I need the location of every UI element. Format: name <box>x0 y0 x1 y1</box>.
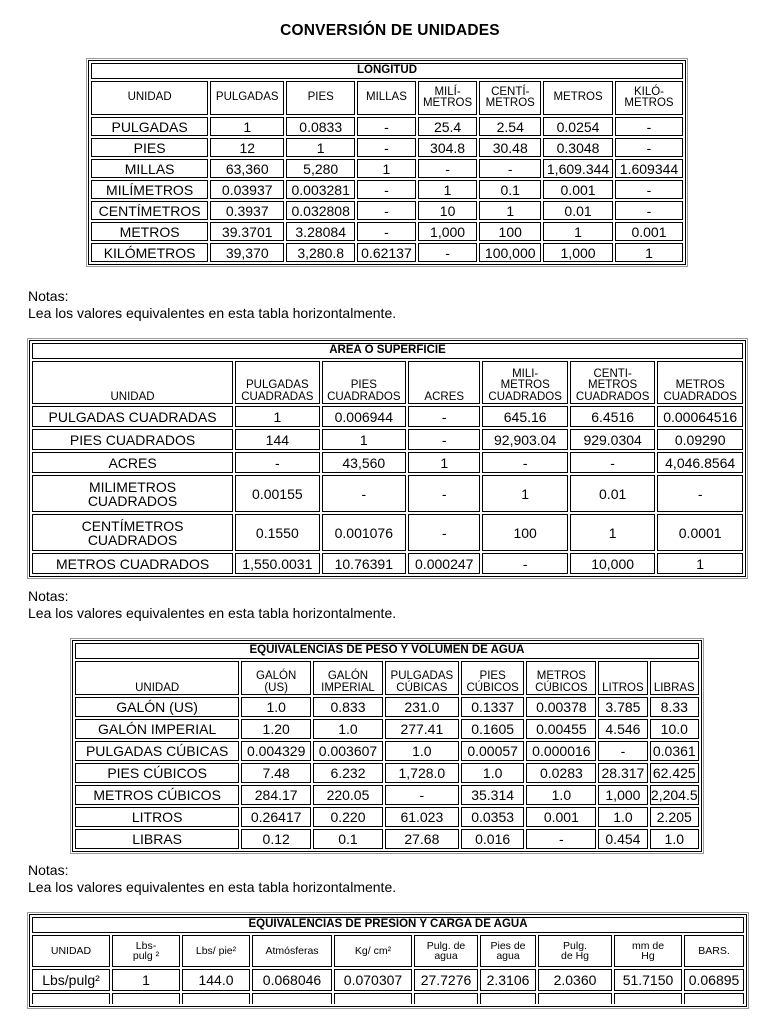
table-cell: 0.0283 <box>526 763 596 783</box>
table-cell: 1,728.0 <box>385 763 459 783</box>
table-cell: - <box>357 180 416 199</box>
column-header: UNIDAD <box>75 661 239 695</box>
table-cell: 1 <box>357 159 416 178</box>
table-row <box>32 475 743 512</box>
table-cell: 1 <box>570 514 655 551</box>
row-label: METROS <box>91 222 208 241</box>
table-cell: 3.28084 <box>286 222 355 241</box>
notes-label: Notas: <box>28 588 69 604</box>
table-cell: 10 <box>418 201 478 220</box>
table-cell: 100 <box>482 514 567 551</box>
table-cell: 1 <box>543 222 613 241</box>
table-cell: 1 <box>418 180 478 199</box>
table-cell: 1 <box>657 553 743 574</box>
column-header: BARS. <box>684 935 744 967</box>
table-cell: - <box>357 222 416 241</box>
column-header: MILLAS <box>357 81 416 115</box>
row-label: PIES CUADRADOS <box>32 429 233 450</box>
page-title: CONVERSIÓN DE UNIDADES <box>280 22 500 39</box>
table-cell: 0.000016 <box>526 741 596 761</box>
table-cell: 10.0 <box>650 719 699 739</box>
table-cell: 39.3701 <box>210 222 284 241</box>
table-cell: 30.48 <box>479 138 541 157</box>
table-cell: 62.425 <box>650 763 699 783</box>
table-row <box>75 807 699 827</box>
column-header: CENTÍ- METROS <box>479 81 541 115</box>
column-header: Lbs- pulg ² <box>112 935 180 967</box>
table-cell: 25.4 <box>418 117 478 136</box>
table-cell: 2.54 <box>479 117 541 136</box>
table-row <box>32 452 743 473</box>
table-cell: 1.0 <box>526 785 596 805</box>
table-row <box>75 829 699 849</box>
table-cell: 1,000 <box>418 222 478 241</box>
table-cell: - <box>408 514 480 551</box>
table-cell: 10,000 <box>570 553 655 574</box>
table-cell: 929.0304 <box>570 429 655 450</box>
table-cell: - <box>615 117 683 136</box>
table-row <box>75 763 699 783</box>
table-cell: 2.3106 <box>480 969 536 991</box>
table-cell: 0.0353 <box>461 807 525 827</box>
notes-1 <box>28 288 396 322</box>
table-row <box>91 159 683 178</box>
table-cell: 6.232 <box>313 763 383 783</box>
table-cell: 0.06895 <box>684 969 744 991</box>
table-cell: 1 <box>286 138 355 157</box>
table-cell: - <box>408 406 480 427</box>
table-cell: 1 <box>210 117 284 136</box>
table-cell: 1.0 <box>461 763 525 783</box>
table-cell: 0.001 <box>615 222 683 241</box>
table-cell: 63,360 <box>210 159 284 178</box>
table-cell: 35.314 <box>461 785 525 805</box>
table-cell: - <box>408 475 480 512</box>
table-cell: 0.016 <box>461 829 525 849</box>
table-cell: - <box>615 201 683 220</box>
row-label: PULGADAS <box>91 117 208 136</box>
length-table <box>88 60 686 265</box>
table-cell: 39,370 <box>210 243 284 262</box>
notes-2 <box>28 588 396 622</box>
table-cell: - <box>615 138 683 157</box>
column-header: METROS CÚBICOS <box>526 661 596 695</box>
table-cell: 277.41 <box>385 719 459 739</box>
column-header: mm de Hg <box>614 935 682 967</box>
table-cell: - <box>322 475 406 512</box>
table-cell: 0.0001 <box>657 514 743 551</box>
table-cell: 10.76391 <box>322 553 406 574</box>
column-header: Pulg. de agua <box>414 935 478 967</box>
table-cell: 4.546 <box>598 719 647 739</box>
table-cell: 1 <box>112 969 180 991</box>
table-title: LONGITUD <box>91 63 683 79</box>
notes-label: Notas: <box>28 862 69 878</box>
table-cell: 12 <box>210 138 284 157</box>
table-title: ÁREA O SUPERFICIE <box>32 343 743 359</box>
table-cell: - <box>482 452 567 473</box>
notes-text: Lea los valores equivalentes en esta tabla horizontalmente. <box>28 605 397 621</box>
table-cell: 1.0 <box>313 719 383 739</box>
table-row <box>75 741 699 761</box>
table-row <box>91 138 683 157</box>
table-cell: 1.0 <box>241 697 311 717</box>
notes-text: Lea los valores equivalentes en esta tabla horizontalmente. <box>28 879 397 895</box>
column-header: PIES CÚBICOS <box>461 661 525 695</box>
column-header: PIES <box>286 81 355 115</box>
table-cell: 0.09290 <box>657 429 743 450</box>
column-header: KILÓ- METROS <box>615 81 683 115</box>
row-label: KILÓMETROS <box>91 243 208 262</box>
table-row <box>32 553 743 574</box>
table-cell: 28.317 <box>598 763 647 783</box>
header-row <box>91 81 683 115</box>
table-cell: - <box>357 201 416 220</box>
table-cell: 4,046.8564 <box>657 452 743 473</box>
notes-text: Lea los valores equivalentes en esta tabla horizontalmente. <box>28 305 397 321</box>
table-cell: 61.023 <box>385 807 459 827</box>
table-cell: 0.1 <box>313 829 383 849</box>
table-title: EQUIVALENCIAS DE PRESIÓN Y CARGA DE AGUA <box>32 917 744 933</box>
column-header: Kg/ cm² <box>334 935 412 967</box>
table-cell: - <box>526 829 596 849</box>
row-label: Lbs/pulg² <box>32 969 110 991</box>
table-cell: 0.00057 <box>461 741 525 761</box>
table-cell: 1,000 <box>543 243 613 262</box>
table-cell: 0.3937 <box>210 201 284 220</box>
table-row <box>75 719 699 739</box>
table-cell: 0.03937 <box>210 180 284 199</box>
table-cell: - <box>357 117 416 136</box>
area-table <box>29 340 746 577</box>
table-cell: 0.01 <box>543 201 613 220</box>
table-cell: 1.0 <box>598 807 647 827</box>
row-label: PIES CÚBICOS <box>75 763 239 783</box>
table-cell: 27.68 <box>385 829 459 849</box>
table-cell: 0.26417 <box>241 807 311 827</box>
row-label: CENTÍMETROS <box>91 201 208 220</box>
row-label: PULGADAS CUADRADAS <box>32 406 233 427</box>
pressure-table <box>29 914 747 1007</box>
column-header: PULGADAS <box>210 81 284 115</box>
table-cell: 2,204.5 <box>650 787 698 803</box>
column-header: ACRES <box>408 361 480 404</box>
table-cell: 0.00455 <box>526 719 596 739</box>
table-cell: 0.006944 <box>322 406 406 427</box>
notes-label: Notas: <box>28 288 69 304</box>
table-cell: 1 <box>615 243 683 262</box>
column-header: MILI- METROS CUADRADOS <box>482 361 567 404</box>
weight-volume-table <box>72 640 702 852</box>
column-header: METROS CUADRADOS <box>657 361 743 404</box>
table-row <box>91 201 683 220</box>
table-cell: 7.48 <box>241 763 311 783</box>
table-cell: 0.070307 <box>334 969 412 991</box>
table-cell: 0.001 <box>526 807 596 827</box>
table-cell: 1 <box>322 429 406 450</box>
table-cell: 0.454 <box>598 829 647 849</box>
row-label: METROS CUADRADOS <box>32 553 233 574</box>
column-header: METROS <box>543 81 613 115</box>
column-header: PIES CUADRADOS <box>322 361 406 404</box>
table-cell: 220.05 <box>313 785 383 805</box>
table-cell: 1 <box>408 452 480 473</box>
table-cell: 1.20 <box>241 719 311 739</box>
table-cell: 144 <box>235 429 319 450</box>
table-cell: 3,280.8 <box>286 243 355 262</box>
column-header: UNIDAD <box>91 81 208 115</box>
table-cell: 0.003607 <box>313 741 383 761</box>
table-cell: 0.1337 <box>461 697 525 717</box>
table-cell: 0.00064516 <box>657 406 743 427</box>
table-cell: - <box>385 785 459 805</box>
table-cell: 8.33 <box>650 697 699 717</box>
table-cell: 2.0360 <box>538 969 612 991</box>
table-cell: - <box>357 138 416 157</box>
table-cell: 0.001076 <box>322 514 406 551</box>
header-row <box>32 935 744 967</box>
table-row <box>91 243 683 262</box>
column-header: GALÓN (US) <box>241 661 311 695</box>
row-label: PIES <box>91 138 208 157</box>
row-label: MILIMETROS CUADRADOS <box>32 475 233 512</box>
table-cell: - <box>657 475 743 512</box>
table-cell: 284.17 <box>241 785 311 805</box>
table-cell: 1.609344 <box>615 159 683 178</box>
row-label: CENTÍMETROS CUADRADOS <box>32 514 233 551</box>
table-cell: 0.3048 <box>543 138 613 157</box>
table-cell: - <box>570 452 655 473</box>
row-label: LITROS <box>75 807 239 827</box>
table-row <box>32 406 743 427</box>
table-cell: 0.032808 <box>286 201 355 220</box>
table-row <box>32 969 744 991</box>
header-row <box>32 361 743 404</box>
row-label: LIBRAS <box>75 829 239 849</box>
header-row <box>75 661 699 695</box>
table-row <box>91 180 683 199</box>
table-cell: 3.785 <box>598 697 647 717</box>
row-label: METROS CÚBICOS <box>75 785 239 805</box>
row-label: ACRES <box>32 452 233 473</box>
table-cell: 27.7276 <box>414 969 478 991</box>
table-title: EQUIVALENCIAS DE PESO Y VOLUMEN DE AGUA <box>75 643 699 659</box>
row-label: MILÍMETROS <box>91 180 208 199</box>
table-cell: - <box>598 741 647 761</box>
table-cell: - <box>408 429 480 450</box>
table-cell: 0.00378 <box>526 697 596 717</box>
table-cell: 0.1 <box>479 180 541 199</box>
table-cell: 0.00155 <box>235 475 319 512</box>
table-cell: 100 <box>479 222 541 241</box>
column-header: CENTI- METROS CUADRADOS <box>570 361 655 404</box>
table-cell: 2.205 <box>650 807 699 827</box>
table-cell: 144.0 <box>182 969 250 991</box>
table-cell: 92,903.04 <box>482 429 567 450</box>
table-cell: 0.220 <box>313 807 383 827</box>
column-header: MILÍ- METROS <box>418 81 478 115</box>
row-label: GALÓN (US) <box>75 697 239 717</box>
table-row-partial <box>32 993 744 1004</box>
table-cell: 0.001 <box>543 180 613 199</box>
table-cell: 0.1605 <box>461 719 525 739</box>
table-cell: 51.7150 <box>614 969 682 991</box>
table-cell: 0.068046 <box>252 969 332 991</box>
table-cell: 1 <box>479 201 541 220</box>
table-cell: 0.01 <box>570 475 655 512</box>
table-cell: 1.0 <box>650 829 699 849</box>
table-cell: 6.4516 <box>570 406 655 427</box>
table-cell: - <box>482 553 567 574</box>
table-cell: 0.0254 <box>543 117 613 136</box>
column-header: GALÓN IMPERIAL <box>313 661 383 695</box>
table-cell: - <box>418 159 478 178</box>
table-cell: 1 <box>482 475 567 512</box>
row-label: MILLAS <box>91 159 208 178</box>
table-cell: - <box>479 159 541 178</box>
column-header: LIBRAS <box>650 661 699 695</box>
table-row <box>75 785 699 805</box>
table-cell: 0.000247 <box>408 553 480 574</box>
table-cell: 1 <box>235 406 319 427</box>
column-header: UNIDAD <box>32 935 110 967</box>
column-header: Pulg. de Hg <box>538 935 612 967</box>
table-cell: - <box>418 243 478 262</box>
table-cell: 0.12 <box>241 829 311 849</box>
column-header: Atmósferas <box>252 935 332 967</box>
column-header: PULGADAS CUADRADAS <box>235 361 319 404</box>
column-header: Pies de agua <box>480 935 536 967</box>
column-header: Lbs/ pie² <box>182 935 250 967</box>
table-row <box>32 514 743 551</box>
table-cell: - <box>615 180 683 199</box>
table-cell: 304.8 <box>418 138 478 157</box>
table-cell: 5,280 <box>286 159 355 178</box>
table-cell: 0.833 <box>313 697 383 717</box>
table-cell: 1,000 <box>598 785 647 805</box>
column-header: LITROS <box>598 661 647 695</box>
table-row <box>91 117 683 136</box>
row-label: GALÓN IMPERIAL <box>75 719 239 739</box>
table-cell: 0.0833 <box>286 117 355 136</box>
table-cell: 43,560 <box>322 452 406 473</box>
notes-3 <box>28 862 396 896</box>
table-cell: 0.003281 <box>286 180 355 199</box>
table-cell: 1.0 <box>385 741 459 761</box>
table-cell: 0.62137 <box>357 243 416 262</box>
table-cell: 1,609.344 <box>543 159 613 178</box>
column-header: PULGADAS CÚBICAS <box>385 661 459 695</box>
row-label: PULGADAS CÚBICAS <box>75 741 239 761</box>
table-cell: 100,000 <box>479 243 541 262</box>
column-header: UNIDAD <box>32 361 233 404</box>
table-cell: - <box>235 452 319 473</box>
table-cell: 645.16 <box>482 406 567 427</box>
table-row <box>75 697 699 717</box>
table-cell: 231.0 <box>385 697 459 717</box>
table-cell: 0.0361 <box>650 741 699 761</box>
table-row <box>91 222 683 241</box>
table-row <box>32 429 743 450</box>
table-cell: 1,550.0031 <box>235 553 319 574</box>
table-cell: 0.004329 <box>241 741 311 761</box>
table-cell: 0.1550 <box>235 514 319 551</box>
